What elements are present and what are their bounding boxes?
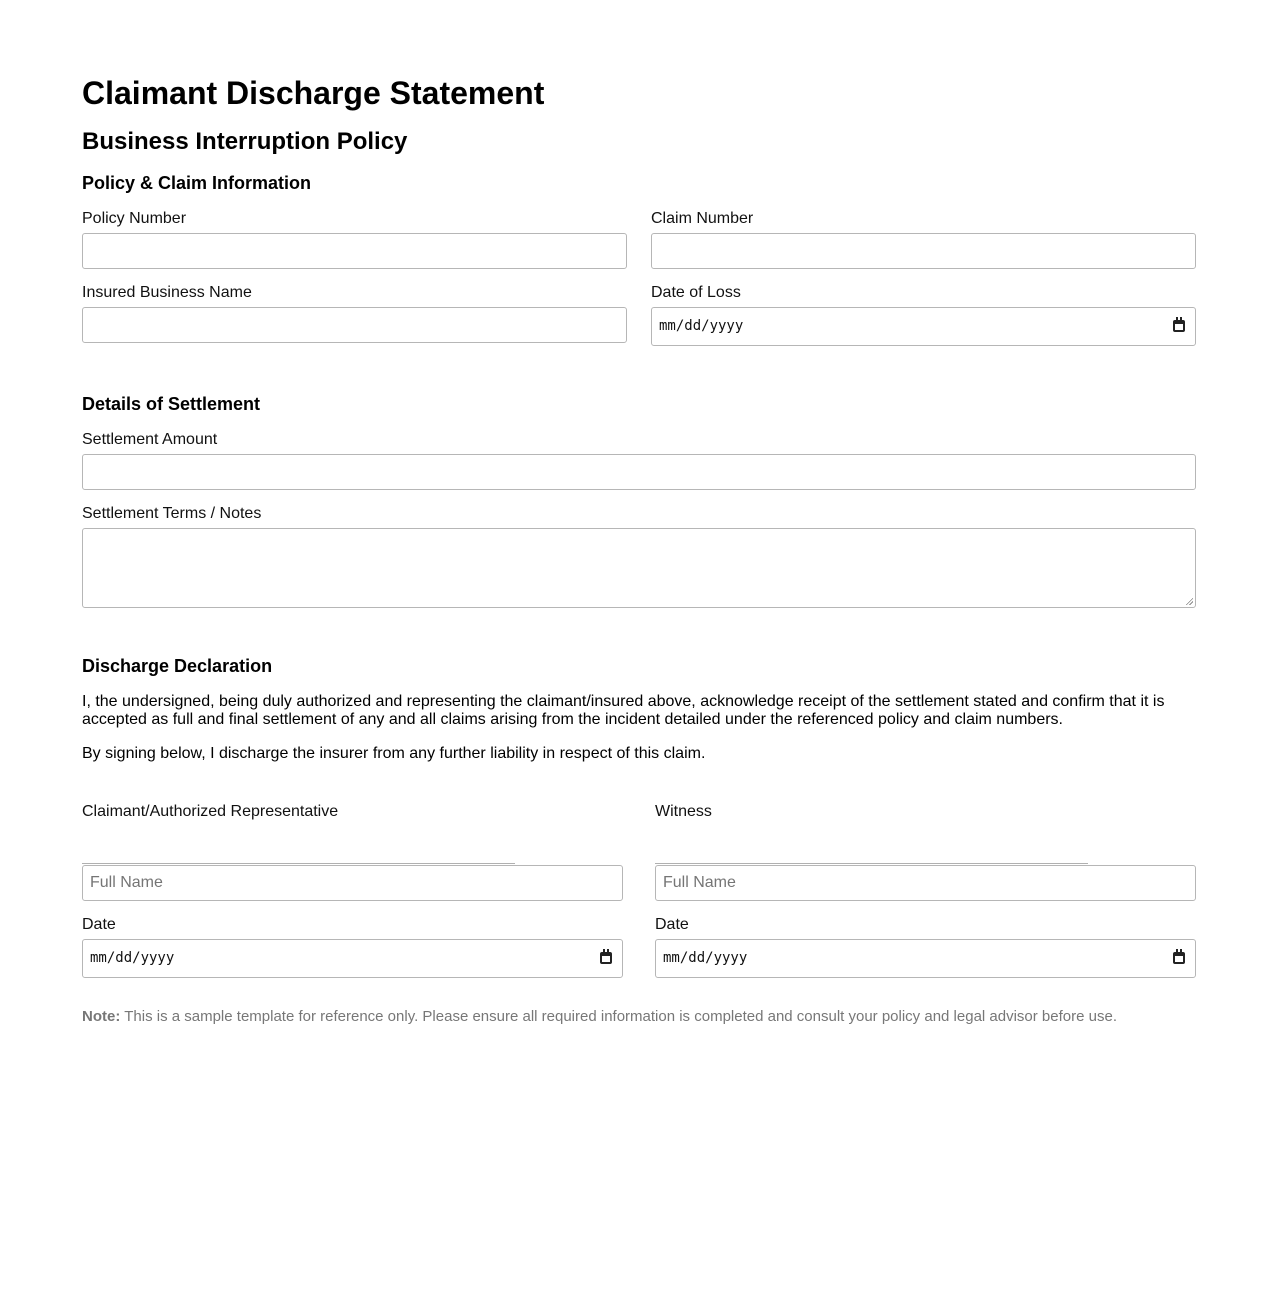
declaration-paragraph-1: I, the undersigned, being duly authorized and representing the claimant/insured above, acknowledge receipt of the settlement stated and confirm that it is accepted as full and final settlement of any and all claims arising from the incident detailed under the referenced policy and claim numbers.: [82, 693, 1165, 728]
date-of-loss-input[interactable]: [651, 307, 1196, 346]
policy-number-label: Policy Number: [82, 210, 187, 227]
witness-date-input[interactable]: [655, 939, 1196, 978]
calendar-icon[interactable]: [1173, 952, 1185, 964]
witness-date-value: mm/dd/yyyy: [663, 950, 748, 966]
business-name-input[interactable]: [82, 307, 627, 343]
claimant-full-name-placeholder: Full Name: [90, 874, 163, 891]
section-heading-settlement: Details of Settlement: [82, 394, 261, 414]
claim-number-label: Claim Number: [651, 210, 754, 227]
claimant-date-label: Date: [82, 916, 116, 933]
page-subtitle: Business Interruption Policy: [82, 128, 408, 155]
date-of-loss-label: Date of Loss: [651, 284, 741, 301]
witness-date-label: Date: [655, 916, 689, 933]
witness-full-name-placeholder: Full Name: [663, 874, 736, 891]
page-title: Claimant Discharge Statement: [82, 75, 545, 111]
witness-signature-line[interactable]: [655, 863, 1088, 864]
witness-full-name-input[interactable]: [655, 865, 1196, 901]
settlement-amount-label: Settlement Amount: [82, 431, 218, 448]
calendar-icon[interactable]: [1173, 320, 1185, 332]
claimant-date-value: mm/dd/yyyy: [90, 950, 175, 966]
claimant-date-input[interactable]: [82, 939, 623, 978]
footer-note: [82, 1008, 1117, 1026]
footer-note-prefix: Note:: [82, 1008, 121, 1025]
claimant-full-name-input[interactable]: [82, 865, 623, 901]
date-of-loss-value: mm/dd/yyyy: [659, 318, 744, 334]
footer-note-text: This is a sample template for reference only. Please ensure all required information is completed and consult your policy and legal advisor before use.: [124, 1008, 1117, 1025]
section-heading-policy: Policy & Claim Information: [82, 173, 312, 193]
settlement-terms-textarea[interactable]: [82, 528, 1196, 608]
witness-signature-label: Witness: [655, 803, 712, 820]
policy-number-input[interactable]: [82, 233, 627, 269]
business-name-label: Insured Business Name: [82, 284, 252, 301]
resize-grip-icon[interactable]: [1185, 597, 1193, 605]
declaration-paragraph-2: By signing below, I discharge the insurer from any further liability in respect of this claim.: [82, 745, 706, 762]
settlement-terms-label: Settlement Terms / Notes: [82, 505, 262, 522]
calendar-icon[interactable]: [600, 952, 612, 964]
claimant-signature-line[interactable]: [82, 863, 515, 864]
section-heading-declaration: Discharge Declaration: [82, 656, 273, 676]
claimant-signature-label: Claimant/Authorized Representative: [82, 803, 339, 820]
claim-number-input[interactable]: [651, 233, 1196, 269]
settlement-amount-input[interactable]: [82, 454, 1196, 490]
